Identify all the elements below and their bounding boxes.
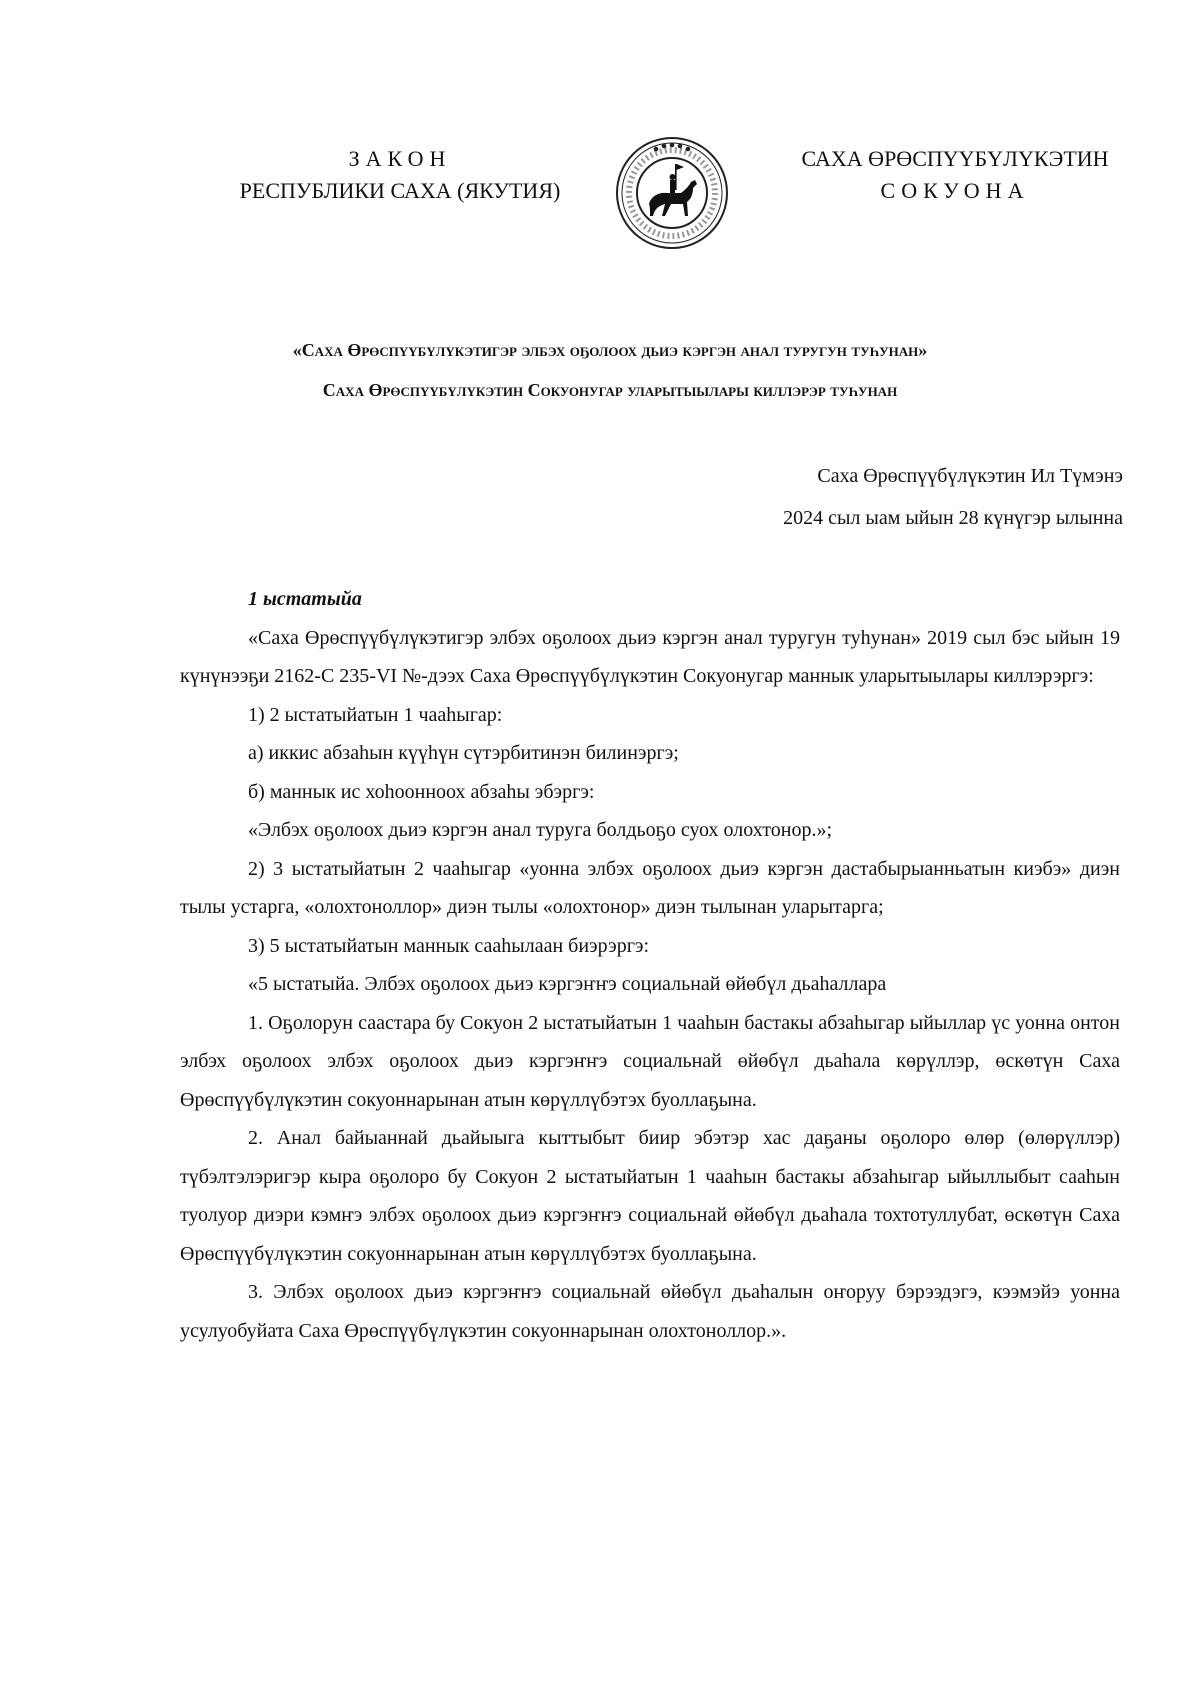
article-heading: 1 ыстатыйа: [248, 588, 362, 610]
adopting-body: Саха Өрөспүүбүлүкэтин Ил Түмэнэ: [817, 465, 1123, 487]
article-paragraph: «5 ыстатыйа. Элбэх оҕолоох дьиэ кэргэҥҥэ социальнай өйөбүл дьаһаллара: [248, 973, 887, 995]
article-paragraph: а) иккис абзаһын күүһүн сүтэрбитинэн билинэргэ;: [248, 742, 679, 764]
header-right-line2: СОКУОНА: [880, 178, 1030, 203]
coat-of-arms-emblem-icon: [615, 136, 729, 250]
article-paragraph: б) маннык ис хоһоонноох абзаһы эбэргэ:: [248, 780, 595, 803]
article-body: [180, 580, 1120, 1350]
article-paragraph: 2) 3 ыстатыйатын 2 чааһыгар «уонна элбэх оҕолоох дьиэ кэргэн дастабырыанньатын киэбэ» диэн тылы устарга, «олохтоноллор» диэн тылы «олохтонор» диэн тылынан уларытарга;: [180, 857, 1120, 918]
law-title-line2: Саха Өрөспүүбүлүкэтин Сокуонугар уларытыылары киллэрэр туһунан: [322, 380, 898, 400]
adoption-date: 2024 сыл ыам ыйын 28 күнүгэр ылынна: [783, 507, 1123, 529]
article-paragraph: «Саха Өрөспүүбүлүкэтигэр элбэх оҕолоох дьиэ кэргэн анал туругун туһунан» 2019 сыл бэс ыйын 19 күнүнээҕи 2162-С 235-VI №-дээх Саха Өрөспүүбүлүкэтин Сокуонугар маннык уларытыылары киллэрэргэ:: [180, 626, 1120, 687]
law-title: [150, 330, 1070, 410]
article-paragraph: 2. Анал байыаннай дьайыыга кыттыбыт биир эбэтэр хас даҕаны оҕолоро өлөр (өлөрүллэр) түбэлтэлэригэр кыра оҕолоро бу Сокуон 2 ыстатыйатын 1 чааһын бастакы абзаһыгар ыйыллыбыт сааһын туолуор диэри кэмҥэ элбэх оҕолоох дьиэ кэргэҥҥэ социальнай өйөбүл дьаһала тохтотуллубат, өскөтүн Саха Өрөспүүбүлүкэтин сокуоннарынан атын көрүллүбэтэх буоллаҕына.: [180, 1127, 1120, 1265]
header-right-line1: САХА ӨРӨСПҮҮБҮЛҮКЭТИН: [801, 146, 1109, 171]
header-left-line1: ЗАКОН: [348, 146, 452, 171]
article-paragraph: «Элбэх оҕолоох дьиэ кэргэн анал туруга болдьоҕо суох олохтонор.»;: [248, 819, 833, 841]
article-paragraph: 1. Оҕолорун саастара бу Сокуон 2 ыстатыйатын 1 чааһын бастакы абзаһыгар ыйыллар үс уонна онтон элбэх оҕолоох элбэх оҕолоох дьиэ кэргэҥҥэ социальнай өйөбүл дьаһала көрүллэр, өскөтүн Саха Өрөспүүбүлүкэтин сокуоннарынан атын көрүллүбэтэх буоллаҕына.: [180, 1011, 1120, 1111]
article-paragraph: 3. Элбэх оҕолоох дьиэ кэргэҥҥэ социальнай өйөбүл дьаһалын оҥоруу бэрээдэгэ, кээмэйэ уонна усулуобуйата Саха Өрөспүүбүлүкэтин сокуоннарынан олохтоноллор.».: [180, 1281, 1120, 1342]
header-right: [780, 143, 1130, 207]
article-paragraph: 1) 2 ыстатыйатын 1 чааһыгар:: [248, 703, 503, 726]
header-left: [200, 143, 600, 207]
adoption-info: [783, 455, 1123, 539]
header-left-line2: РЕСПУБЛИКИ САХА (ЯКУТИЯ): [239, 178, 561, 203]
law-title-line1: «Саха Өрөспүүбүлүкэтигэр элбэх оҕолоох дьиэ кэргэн анал туругун туһунан»: [292, 340, 928, 360]
article-paragraph: 3) 5 ыстатыйатын маннык сааһылаан биэрэргэ:: [248, 934, 650, 957]
